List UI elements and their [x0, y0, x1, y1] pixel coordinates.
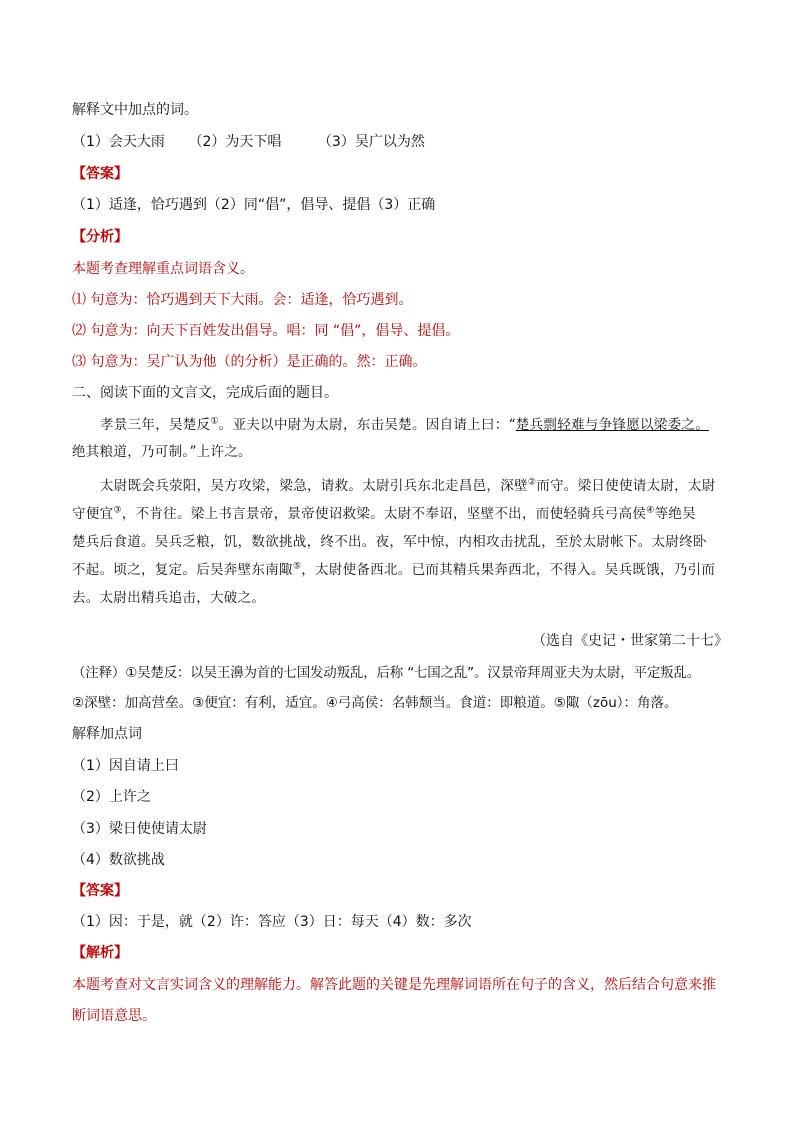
- notes-line-1: （注释）①吴楚反：以吴王濞为首的七国发动叛乱，后称 “七国之乱”。汉景帝拜周亚夫为太尉，平定叛乱。: [72, 665, 701, 681]
- passage-p1-line-1: [100, 415, 732, 435]
- passage-text: 不起。顷之，复定。后吴奔壁东南陬: [72, 562, 293, 578]
- footnote-mark: ⑤: [292, 561, 302, 572]
- q1-item-1: （1）会天大雨: [72, 134, 165, 150]
- passage-p2-line-4: [72, 560, 732, 580]
- q1-items: [72, 132, 728, 152]
- footnote-mark: ④: [646, 505, 655, 516]
- q2-analysis-line-2: 断词语意思。: [72, 1008, 156, 1024]
- passage-p2-line-1: [100, 476, 732, 496]
- q1-analysis-line-1: ⑴ 句意为：恰巧遇到天下大雨。会：适逢，恰巧遇到。: [72, 292, 413, 308]
- q1-analysis-line-3: ⑶ 句意为：吴广认为他（的分析）是正确的。然：正确。: [72, 354, 427, 370]
- q1-analysis-line-2: ⑵ 句意为：向天下百姓发出倡导。唱：同 “倡”，倡导、提倡。: [72, 323, 460, 339]
- passage-p2-line-2: [72, 504, 732, 524]
- section-2-heading: 二、阅读下面的文言文，完成后面的题目。: [72, 385, 338, 401]
- underlined-sentence: 楚兵剽轻难与争锋愿以梁委之。: [515, 417, 709, 433]
- q1-analysis-intro: 本题考查理解重点词语含义。: [72, 261, 254, 277]
- q1-answer-tag: 【答案】: [72, 166, 128, 182]
- passage-p1-line-2: 绝其粮道，乃可制。”上许之。: [72, 444, 252, 460]
- passage-text: 太尉既会兵荥阳，吴方攻梁，梁急，请救。太尉引兵东北走昌邑，深壁: [100, 478, 528, 494]
- q2-answer-tag: 【答案】: [72, 883, 128, 899]
- footnote-mark: ③: [113, 505, 122, 516]
- q1-analysis-tag: 【分析】: [72, 229, 128, 245]
- passage-text: 。亚夫以中尉为太尉，东击吴楚。因自请上曰：“: [218, 417, 516, 433]
- q2-item-4: （4）数欲挑战: [72, 852, 165, 868]
- q2-item-1: （1）因自请上曰: [72, 758, 179, 774]
- q2-item-3: （3）梁日使使请太尉: [72, 821, 207, 837]
- q1-answer: （1）适逢，恰巧遇到（2）同“倡”，倡导、提倡（3）正确: [72, 197, 436, 213]
- passage-text: 而守。梁日使使请太尉，太尉: [536, 478, 716, 494]
- q2-item-2: （2）上许之: [72, 789, 151, 805]
- passage-text: ，不肯往。梁上书言景帝，景帝使诏救梁。太尉不奉诏，坚壁不出，而使轻骑兵弓高侯: [121, 506, 647, 522]
- passage-text: 孝景三年，吴楚反: [100, 417, 211, 433]
- passage-p2-line-3: 楚兵后食道。吴兵乏粮，饥，数欲挑战，终不出。夜，军中惊，内相攻击扰乱，至於太尉帐下。太尉终卧: [72, 534, 707, 550]
- q1-item-3: （3）吴广以为然: [317, 134, 425, 150]
- q2-analysis-tag: 【解析】: [72, 945, 128, 961]
- passage-p2-line-5: 去。太尉出精兵追击，大破之。: [72, 590, 266, 606]
- footnote-mark: ①: [210, 416, 219, 427]
- passage-text: ，太尉使备西北。已而其精兵果奔西北，不得入。吴兵既饿，乃引而: [301, 562, 716, 578]
- passage-source: （选自《史记・世家第二十七》: [532, 633, 728, 649]
- q2-analysis-line-1: 本题考查对文言实词含义的理解能力。解答此题的关键是先理解词语所在句子的含义，然后结合句意来推: [72, 977, 716, 993]
- q1-prompt: 解释文中加点的词。: [72, 102, 198, 118]
- passage-text: 等绝吴: [654, 506, 696, 522]
- q1-item-2: （2）为天下唱: [188, 134, 282, 150]
- q2-answer: （1）因：于是，就（2）许：答应（3）日：每天（4）数：多次: [72, 914, 472, 930]
- footnote-mark: ②: [527, 477, 537, 488]
- passage-text: 守便宜: [72, 506, 114, 522]
- notes-line-2: ②深壁：加高营垒。③便宜：有利，适宜。④弓高侯：名韩颓当。食道：即粮道。⑤陬（zōu）：角落。: [72, 695, 678, 711]
- q2-prompt: 解释加点词: [72, 726, 142, 742]
